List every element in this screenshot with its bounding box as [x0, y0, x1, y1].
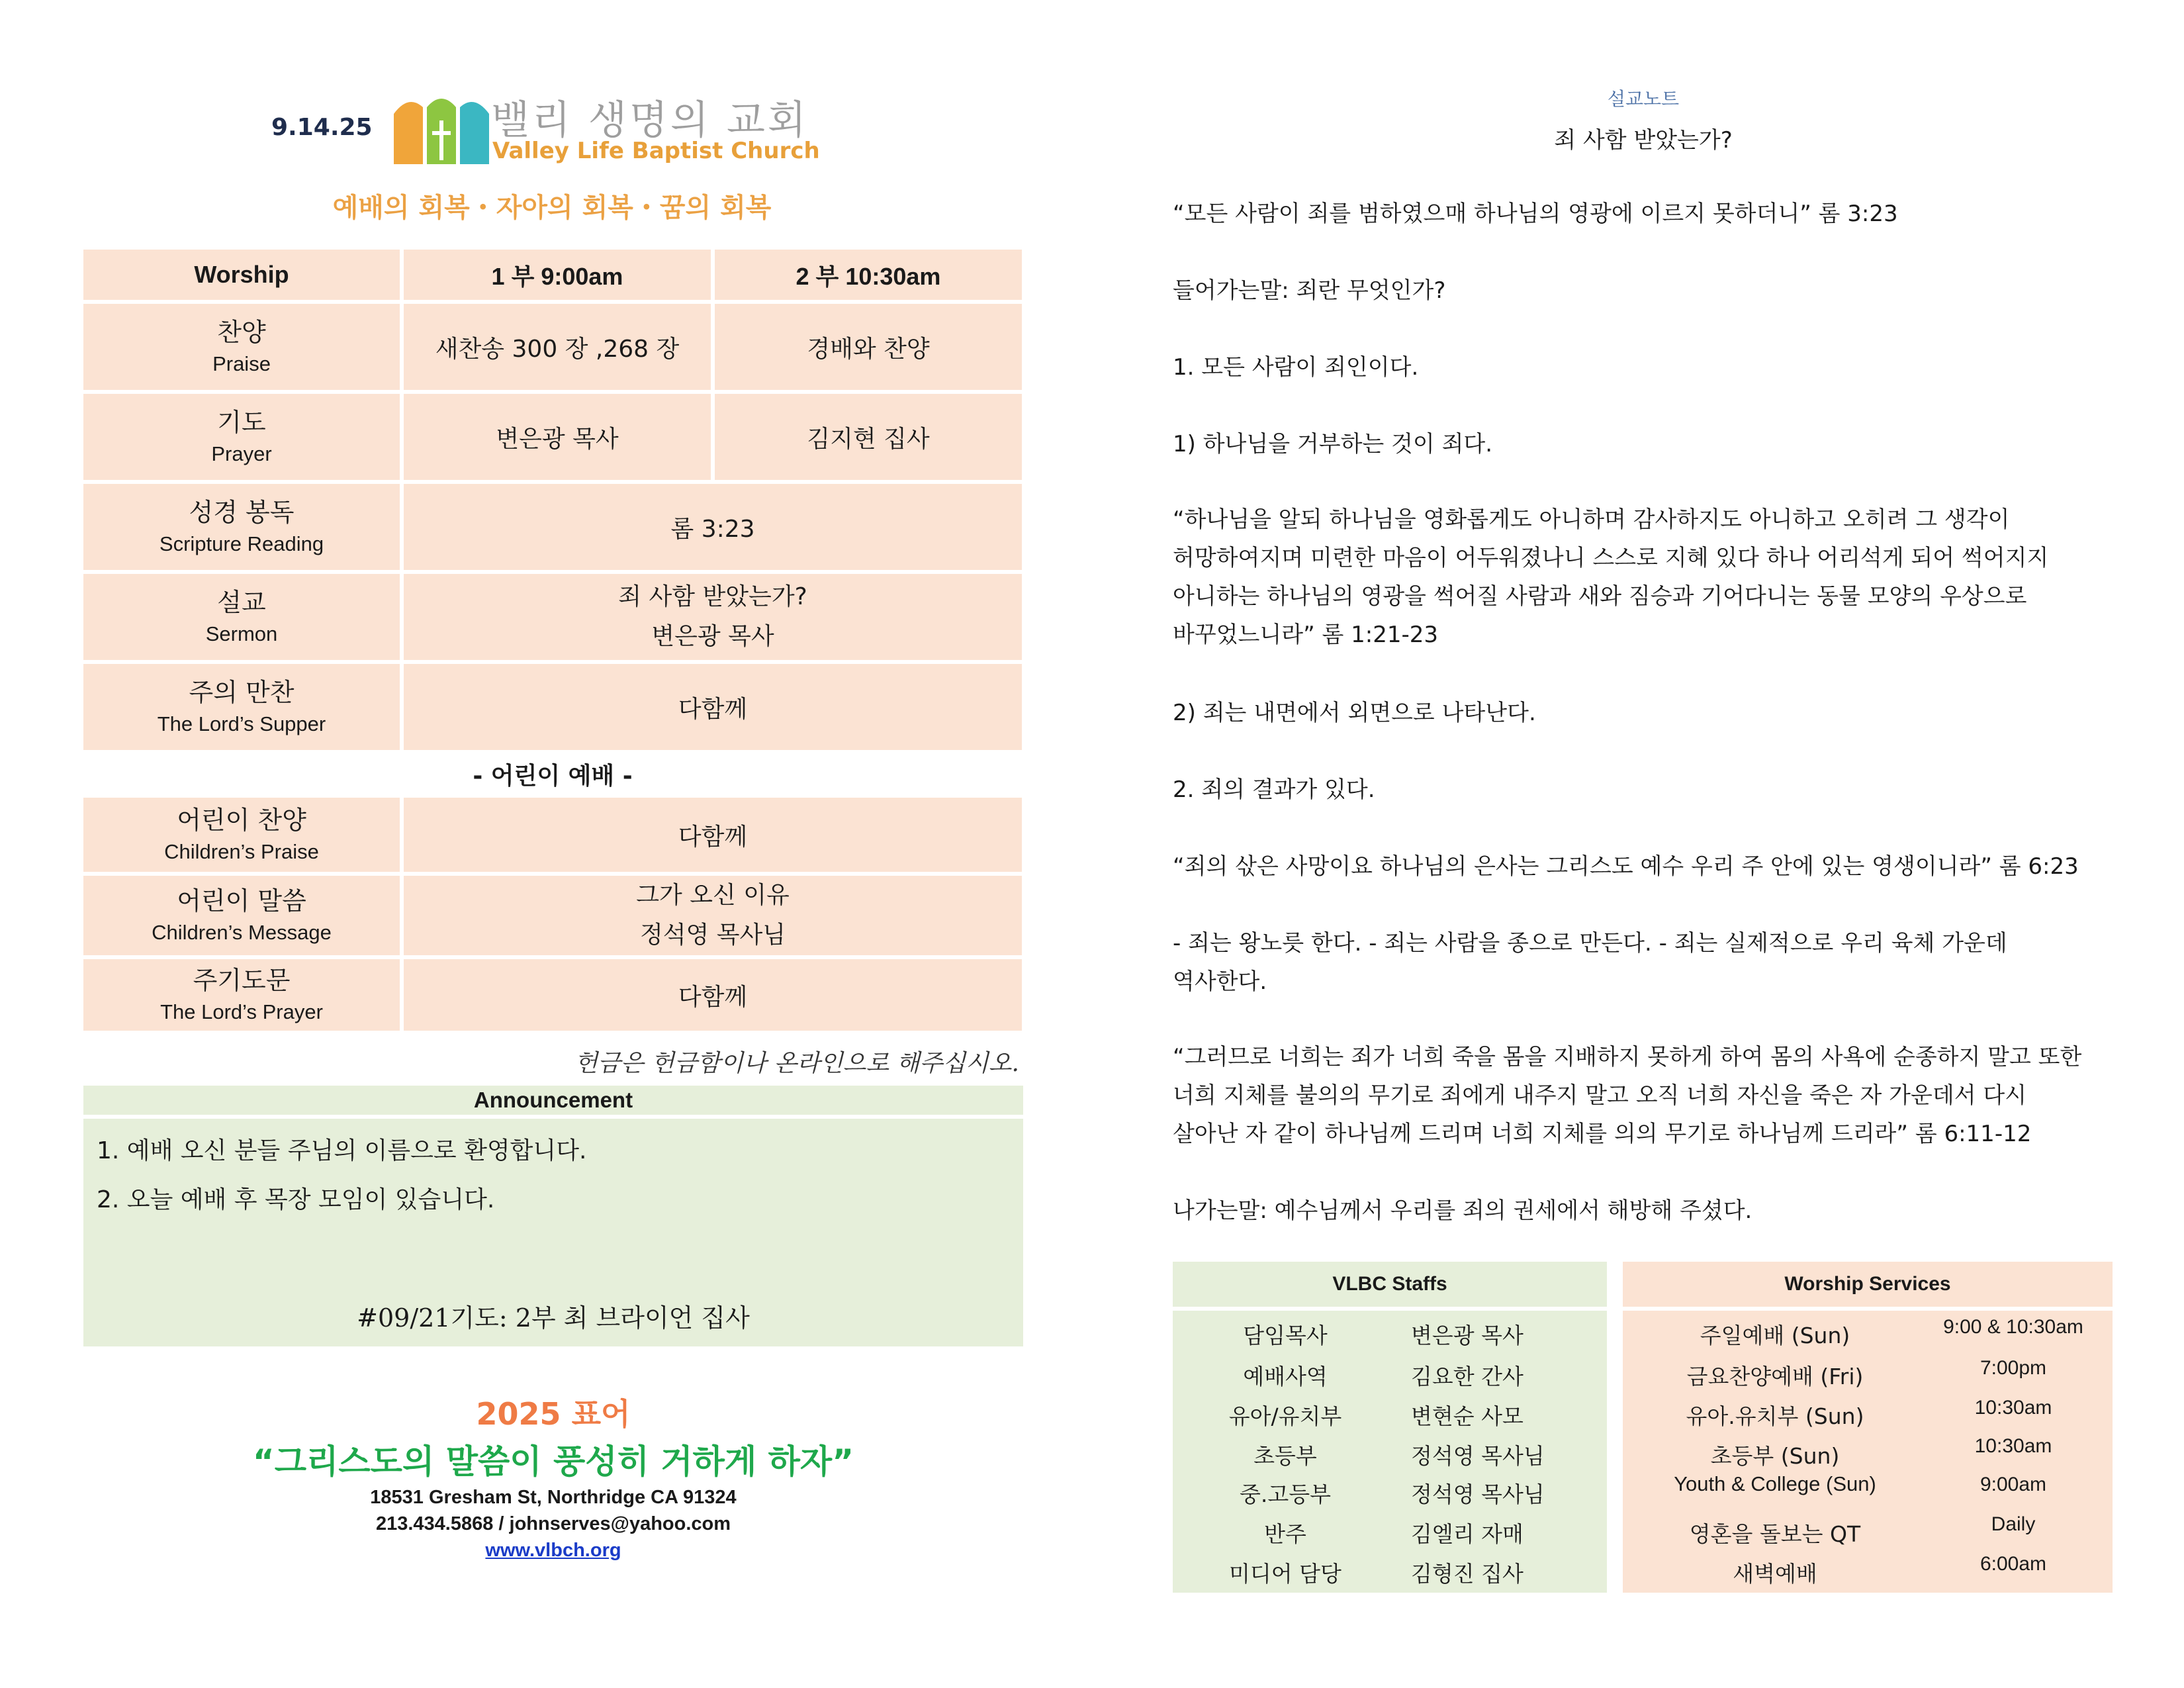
- staff-role: 중.고등부: [1239, 1481, 1331, 1507]
- announcement-box: [83, 1119, 1023, 1346]
- sermon-notes-header: 설교노트: [1607, 88, 1680, 110]
- service-name: 금요찬양예배 (Fri): [1686, 1364, 1864, 1389]
- sermon-note-line: “하나님을 알되 하나님을 영화롭게도 아니하며 감사하지도 아니하고 오히려 그 생각이 허망하여지며 미련한 마음이 어두워졌나니 스스로 지혜 있다 하나 어리석게 되어 썩어지지 아니하는 하나님의 영광을 썩어질 사람과 새와 짐승과 기어다니는 동물 모양의 우상으로 바꾸었느니라” 롬 1:21-23: [1173, 506, 2049, 648]
- praise-label-ko: 찬양: [217, 318, 266, 347]
- prayer-label: [83, 394, 400, 480]
- sermon-note-line: 1) 하나님을 거부하는 것이 죄다.: [1173, 431, 1493, 457]
- scripture-label: [83, 484, 400, 570]
- row-prayer: [83, 394, 1022, 480]
- children-praise-label-ko: 어린이 찬양: [177, 806, 306, 835]
- staff-name: 김형진 집사: [1411, 1561, 1524, 1587]
- sermon-label-en: Sermon: [205, 622, 278, 645]
- services-panel-title: Worship Services: [1623, 1262, 2113, 1311]
- lords-prayer-label-ko: 주기도문: [193, 966, 291, 995]
- services-panel: [1623, 1262, 2113, 1593]
- service-name: Youth & College (Sun): [1674, 1472, 1876, 1495]
- children-message-label-ko: 어린이 말씀: [177, 886, 306, 915]
- row-children-header: [83, 754, 1022, 794]
- praise-first: 새찬송 300 장 ,268 장: [404, 304, 711, 390]
- children-message-label-en: Children’s Message: [152, 921, 332, 944]
- church-motto: 예배의 회복・자아의 회복・꿈의 회복: [332, 193, 772, 223]
- sermon-note-line: 1. 모든 사람이 죄인이다.: [1173, 354, 1419, 381]
- children-message-title: 그가 오신 이유: [636, 882, 790, 909]
- sermon-note-line: - 죄는 왕노릇 한다. - 죄는 사람을 종으로 만든다. - 죄는 실제적으로 우리 육체 가운데 역사한다.: [1173, 930, 2007, 995]
- service-time: 10:30am: [1974, 1435, 2052, 1457]
- service-time: 9:00 & 10:30am: [1943, 1316, 2083, 1338]
- staff-name: 김요한 간사: [1411, 1364, 1524, 1389]
- sermon-notes-title: 죄 사함 받았는가?: [1554, 127, 1733, 154]
- church-address: 18531 Gresham St, Northridge CA 91324: [370, 1487, 737, 1508]
- staff-name: 변은광 목사: [1411, 1323, 1524, 1348]
- row-lords-prayer: [83, 959, 1022, 1031]
- children-praise-label: [83, 798, 400, 872]
- church-name-english: Valley Life Baptist Church: [492, 138, 820, 164]
- staff-role: 미디어 담당: [1229, 1561, 1342, 1587]
- church-website-wrap: [83, 1540, 1023, 1562]
- row-children-message: [83, 876, 1022, 955]
- order-of-worship-table: [79, 246, 1026, 1035]
- children-praise-label-en: Children’s Praise: [164, 840, 319, 863]
- row-supper: [83, 664, 1022, 750]
- row-sermon: [83, 574, 1022, 660]
- prayer-label-ko: 기도: [217, 408, 266, 437]
- header-first-service: 1 부 9:00am: [404, 250, 711, 300]
- service-name: 초등부 (Sun): [1710, 1443, 1840, 1469]
- lords-prayer-label: [83, 959, 400, 1031]
- sermon-title: 죄 사함 받았는가?: [618, 583, 807, 610]
- sermon-note-line: 2) 죄는 내면에서 외면으로 나타난다.: [1173, 700, 1536, 726]
- church-logo-icon: [394, 94, 489, 164]
- lords-prayer-value: 다함께: [404, 959, 1022, 1031]
- bulletin-date: 9.14.25: [271, 114, 373, 141]
- table-header-row: [83, 250, 1022, 300]
- sermon-label-ko: 설교: [217, 588, 266, 617]
- staff-name: 김엘리 자매: [1411, 1521, 1524, 1547]
- praise-label: [83, 304, 400, 390]
- sermon-preacher: 변은광 목사: [651, 623, 774, 650]
- staff-panel-title: VLBC Staffs: [1173, 1262, 1607, 1311]
- children-praise-value: 다함께: [404, 798, 1022, 872]
- children-message-label: [83, 876, 400, 955]
- lords-prayer-label-en: The Lord’s Prayer: [160, 1000, 323, 1023]
- supper-value: 다함께: [404, 664, 1022, 750]
- praise-second: 경배와 찬양: [715, 304, 1022, 390]
- staff-role: 예배사역: [1243, 1364, 1328, 1389]
- service-name: 유아.유치부 (Sun): [1686, 1403, 1864, 1429]
- children-message-preacher: 정석영 목사님: [639, 921, 786, 949]
- scripture-label-en: Scripture Reading: [159, 532, 324, 555]
- row-praise: [83, 304, 1022, 390]
- year-motto-verse: “그리스도의 말씀이 풍성히 거하게 하자”: [252, 1442, 854, 1481]
- service-name: 주일예배 (Sun): [1700, 1323, 1850, 1348]
- staff-panel: [1173, 1262, 1607, 1593]
- staff-name: 변현순 사모: [1411, 1403, 1524, 1429]
- service-time: 6:00am: [1979, 1553, 2047, 1575]
- announcement-title: Announcement: [83, 1086, 1023, 1115]
- sermon-note-line: 들어가는말: 죄란 무엇인가?: [1173, 277, 1446, 304]
- offering-note: 헌금은 헌금함이나 온라인으로 해주십시오.: [574, 1050, 1019, 1077]
- church-name-korean: 밸리 생명의 교회: [491, 97, 809, 144]
- row-children-praise: [83, 798, 1022, 872]
- header-second-service: 2 부 10:30am: [715, 250, 1022, 300]
- year-motto-title: 2025 표어: [476, 1396, 631, 1432]
- scripture-value: 롬 3:23: [404, 484, 1022, 570]
- staff-role: 반주: [1264, 1521, 1306, 1547]
- announcement-item: 1. 예배 오신 분들 주님의 이름으로 환영합니다.: [97, 1137, 587, 1164]
- service-time: 7:00pm: [1979, 1357, 2047, 1379]
- sermon-note-line: 나가는말: 예수님께서 우리를 죄의 권세에서 해방해 주셨다.: [1173, 1197, 1752, 1224]
- scripture-label-ko: 성경 봉독: [189, 498, 295, 527]
- children-message-value: [404, 876, 1022, 955]
- praise-label-en: Praise: [212, 352, 271, 375]
- sermon-note-line: “죄의 삯은 사망이요 하나님의 은사는 그리스도 예수 우리 주 안에 있는 영생이니라” 롬 6:23: [1173, 853, 2079, 880]
- staff-role: 유아/유치부: [1228, 1403, 1342, 1429]
- service-time: Daily: [1991, 1513, 2036, 1535]
- supper-label-en: The Lord’s Supper: [157, 712, 326, 735]
- sermon-note-line: “그러므로 너희는 죄가 너희 죽을 몸을 지배하지 못하게 하여 몸의 사욕에 순종하지 말고 또한 너희 지체를 불의의 무기로 죄에게 내주지 말고 오직 너희 자신을 죽은 자 가운데서 다시 살아난 자 같이 하나님께 드리며 너희 지체를 의의 무기로 하나님께 드리라” 롬 6:11-12: [1173, 1044, 2082, 1147]
- sermon-note-line: “모든 사람이 죄를 범하였으매 하나님의 영광에 이르지 못하더니” 롬 3:23: [1173, 201, 1898, 227]
- supper-label-ko: 주의 만찬: [189, 678, 295, 707]
- staff-role: 초등부: [1253, 1443, 1317, 1469]
- staff-role: 담임목사: [1243, 1323, 1328, 1348]
- sermon-value: [404, 574, 1022, 660]
- row-scripture: [83, 484, 1022, 570]
- service-time: 10:30am: [1974, 1397, 2052, 1419]
- sermon-label: [83, 574, 400, 660]
- church-contact: 213.434.5868 / johnserves@yahoo.com: [375, 1513, 731, 1534]
- header-worship: Worship: [83, 250, 400, 300]
- service-time: 9:00am: [1979, 1474, 2047, 1495]
- prayer-second: 김지현 집사: [715, 394, 1022, 480]
- church-website-link[interactable]: www.vlbch.org: [485, 1540, 621, 1561]
- service-name: 영혼을 돌보는 QT: [1689, 1521, 1861, 1547]
- prayer-first: 변은광 목사: [404, 394, 711, 480]
- children-worship-header: - 어린이 예배 -: [473, 762, 633, 790]
- staff-name: 정석영 목사님: [1411, 1481, 1545, 1507]
- sermon-note-line: 2. 죄의 결과가 있다.: [1173, 776, 1375, 803]
- supper-label: [83, 664, 400, 750]
- staff-name: 정석영 목사님: [1411, 1443, 1545, 1469]
- prayer-schedule-note: #09/21기도: 2부 최 브라이언 집사: [357, 1303, 750, 1333]
- prayer-label-en: Prayer: [211, 442, 272, 465]
- service-name: 새벽예배: [1733, 1561, 1817, 1587]
- announcement-item: 2. 오늘 예배 후 목장 모임이 있습니다.: [97, 1186, 495, 1213]
